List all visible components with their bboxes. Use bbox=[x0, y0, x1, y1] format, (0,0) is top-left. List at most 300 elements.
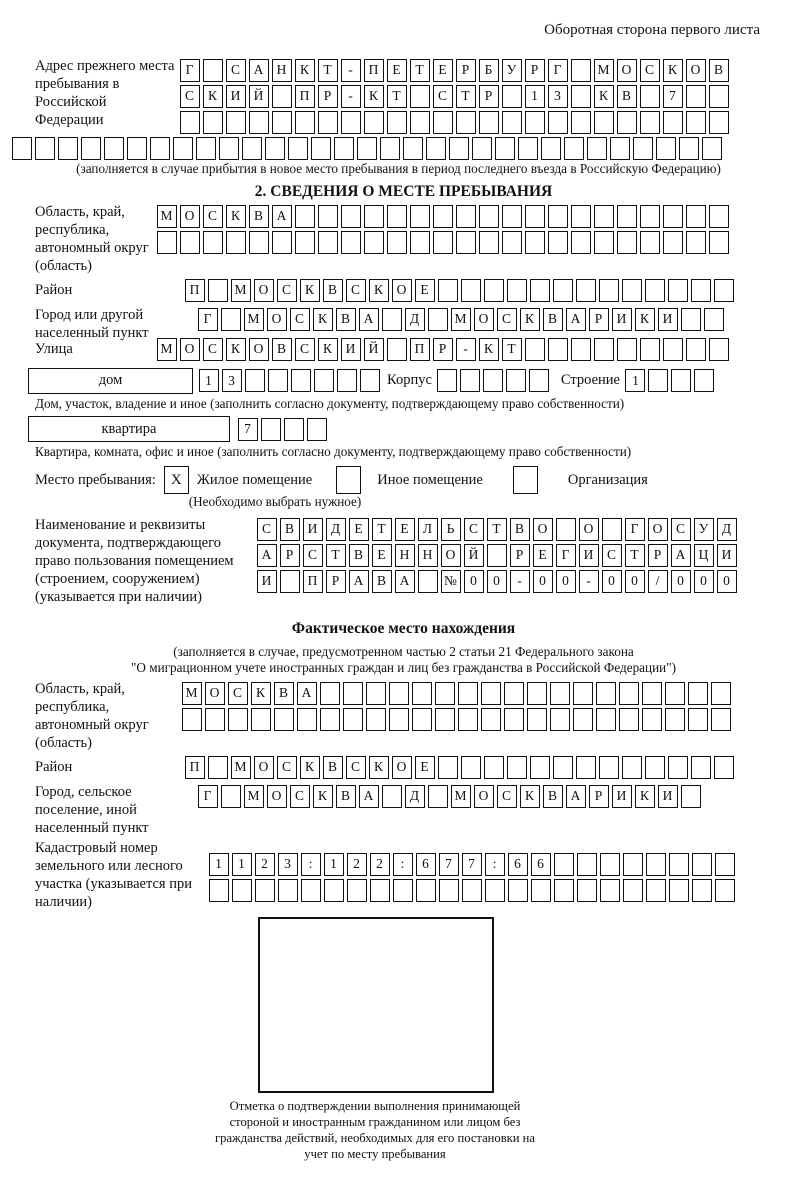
form-cell[interactable] bbox=[203, 59, 223, 82]
form-cell[interactable] bbox=[484, 279, 504, 302]
form-cell[interactable] bbox=[679, 137, 699, 160]
form-cell[interactable] bbox=[571, 338, 591, 361]
form-cell[interactable] bbox=[81, 137, 101, 160]
form-cell[interactable]: Т bbox=[318, 59, 338, 82]
form-cell[interactable] bbox=[343, 708, 363, 731]
form-cell[interactable] bbox=[548, 205, 568, 228]
form-cell[interactable]: Й bbox=[464, 544, 484, 567]
form-cell[interactable] bbox=[366, 682, 386, 705]
form-cell[interactable] bbox=[209, 879, 229, 902]
form-cell[interactable] bbox=[642, 708, 662, 731]
form-cell[interactable] bbox=[529, 369, 549, 392]
form-cell[interactable] bbox=[295, 205, 315, 228]
form-cell[interactable] bbox=[458, 708, 478, 731]
form-cell[interactable] bbox=[576, 279, 596, 302]
form-cell[interactable]: О bbox=[180, 205, 200, 228]
form-cell[interactable] bbox=[173, 137, 193, 160]
form-cell[interactable]: И bbox=[612, 785, 632, 808]
form-cell[interactable] bbox=[530, 279, 550, 302]
form-cell[interactable] bbox=[646, 879, 666, 902]
form-cell[interactable] bbox=[410, 231, 430, 254]
form-cell[interactable]: Е bbox=[395, 518, 415, 541]
form-cell[interactable] bbox=[334, 137, 354, 160]
form-cell[interactable]: И bbox=[303, 518, 323, 541]
form-cell[interactable]: И bbox=[341, 338, 361, 361]
form-cell[interactable] bbox=[320, 708, 340, 731]
form-cell[interactable]: К bbox=[520, 308, 540, 331]
form-cell[interactable] bbox=[709, 111, 729, 134]
form-cell[interactable] bbox=[481, 682, 501, 705]
form-cell[interactable] bbox=[507, 756, 527, 779]
form-cell[interactable] bbox=[619, 682, 639, 705]
form-cell[interactable]: М bbox=[451, 308, 471, 331]
form-cell[interactable] bbox=[681, 308, 701, 331]
form-cell[interactable]: И bbox=[658, 308, 678, 331]
form-cell[interactable]: 0 bbox=[694, 570, 714, 593]
form-cell[interactable] bbox=[272, 85, 292, 108]
form-cell[interactable]: А bbox=[566, 308, 586, 331]
form-cell[interactable] bbox=[387, 338, 407, 361]
form-cell[interactable]: В bbox=[543, 308, 563, 331]
form-cell[interactable] bbox=[527, 682, 547, 705]
form-cell[interactable] bbox=[518, 137, 538, 160]
form-cell[interactable]: Д bbox=[717, 518, 737, 541]
form-cell[interactable]: С bbox=[303, 544, 323, 567]
form-cell[interactable] bbox=[556, 518, 576, 541]
form-cell[interactable] bbox=[12, 137, 32, 160]
form-cell[interactable] bbox=[668, 756, 688, 779]
form-cell[interactable] bbox=[502, 111, 522, 134]
form-cell[interactable]: - bbox=[456, 338, 476, 361]
form-cell[interactable]: А bbox=[395, 570, 415, 593]
form-cell[interactable] bbox=[553, 756, 573, 779]
form-cell[interactable]: С bbox=[226, 59, 246, 82]
form-cell[interactable] bbox=[686, 85, 706, 108]
form-cell[interactable]: С bbox=[295, 338, 315, 361]
form-cell[interactable] bbox=[324, 879, 344, 902]
form-cell[interactable]: К bbox=[479, 338, 499, 361]
form-cell[interactable] bbox=[418, 570, 438, 593]
form-cell[interactable]: Г bbox=[180, 59, 200, 82]
form-cell[interactable] bbox=[472, 137, 492, 160]
form-cell[interactable] bbox=[642, 682, 662, 705]
form-cell[interactable]: Р bbox=[525, 59, 545, 82]
form-cell[interactable] bbox=[288, 137, 308, 160]
form-cell[interactable]: Р bbox=[318, 85, 338, 108]
form-cell[interactable]: Т bbox=[625, 544, 645, 567]
form-cell[interactable] bbox=[622, 756, 642, 779]
form-cell[interactable] bbox=[412, 708, 432, 731]
form-cell[interactable] bbox=[617, 111, 637, 134]
form-cell[interactable] bbox=[576, 756, 596, 779]
form-cell[interactable]: О bbox=[441, 544, 461, 567]
form-cell[interactable]: С bbox=[346, 279, 366, 302]
form-cell[interactable]: В bbox=[323, 279, 343, 302]
form-cell[interactable] bbox=[554, 853, 574, 876]
form-cell[interactable] bbox=[274, 708, 294, 731]
form-cell[interactable]: О bbox=[474, 308, 494, 331]
form-cell[interactable]: Е bbox=[415, 756, 435, 779]
form-cell[interactable]: - bbox=[341, 85, 361, 108]
form-cell[interactable] bbox=[692, 853, 712, 876]
form-cell[interactable]: 3 bbox=[548, 85, 568, 108]
form-cell[interactable] bbox=[180, 231, 200, 254]
form-cell[interactable]: М bbox=[157, 338, 177, 361]
form-cell[interactable] bbox=[261, 418, 281, 441]
form-cell[interactable]: У bbox=[694, 518, 714, 541]
form-cell[interactable]: 3 bbox=[222, 369, 242, 392]
form-cell[interactable]: 0 bbox=[556, 570, 576, 593]
form-cell[interactable] bbox=[599, 279, 619, 302]
form-cell[interactable]: 7 bbox=[439, 853, 459, 876]
form-cell[interactable]: 0 bbox=[717, 570, 737, 593]
form-cell[interactable]: Т bbox=[456, 85, 476, 108]
form-cell[interactable] bbox=[600, 879, 620, 902]
form-cell[interactable] bbox=[665, 682, 685, 705]
form-cell[interactable]: Е bbox=[533, 544, 553, 567]
form-cell[interactable] bbox=[669, 853, 689, 876]
form-cell[interactable] bbox=[502, 231, 522, 254]
form-cell[interactable] bbox=[393, 879, 413, 902]
form-cell[interactable]: Р bbox=[456, 59, 476, 82]
form-cell[interactable] bbox=[646, 853, 666, 876]
form-cell[interactable]: О bbox=[254, 279, 274, 302]
form-cell[interactable]: К bbox=[635, 785, 655, 808]
house-type-box[interactable]: дом bbox=[28, 368, 193, 394]
form-cell[interactable]: О bbox=[686, 59, 706, 82]
form-cell[interactable] bbox=[456, 111, 476, 134]
form-cell[interactable] bbox=[389, 682, 409, 705]
form-cell[interactable]: К bbox=[300, 279, 320, 302]
form-cell[interactable] bbox=[433, 111, 453, 134]
form-cell[interactable] bbox=[410, 85, 430, 108]
form-cell[interactable] bbox=[571, 111, 591, 134]
form-cell[interactable] bbox=[438, 279, 458, 302]
form-cell[interactable] bbox=[284, 418, 304, 441]
form-cell[interactable]: Ь bbox=[441, 518, 461, 541]
form-cell[interactable] bbox=[709, 338, 729, 361]
form-cell[interactable]: Д bbox=[405, 308, 425, 331]
form-cell[interactable] bbox=[688, 682, 708, 705]
form-cell[interactable]: И bbox=[658, 785, 678, 808]
form-cell[interactable]: К bbox=[313, 308, 333, 331]
form-cell[interactable] bbox=[182, 708, 202, 731]
form-cell[interactable] bbox=[573, 708, 593, 731]
form-cell[interactable] bbox=[389, 708, 409, 731]
form-cell[interactable] bbox=[640, 338, 660, 361]
form-cell[interactable]: 0 bbox=[464, 570, 484, 593]
form-cell[interactable] bbox=[573, 682, 593, 705]
form-cell[interactable] bbox=[357, 137, 377, 160]
form-cell[interactable] bbox=[245, 369, 265, 392]
form-cell[interactable] bbox=[426, 137, 446, 160]
form-cell[interactable] bbox=[428, 785, 448, 808]
form-cell[interactable] bbox=[291, 369, 311, 392]
form-cell[interactable] bbox=[596, 708, 616, 731]
form-cell[interactable] bbox=[278, 879, 298, 902]
form-cell[interactable] bbox=[571, 85, 591, 108]
form-cell[interactable] bbox=[686, 205, 706, 228]
form-cell[interactable]: Т bbox=[372, 518, 392, 541]
form-cell[interactable] bbox=[507, 279, 527, 302]
form-cell[interactable] bbox=[301, 879, 321, 902]
form-cell[interactable]: С bbox=[180, 85, 200, 108]
form-cell[interactable] bbox=[577, 879, 597, 902]
form-cell[interactable] bbox=[619, 708, 639, 731]
form-cell[interactable] bbox=[219, 137, 239, 160]
form-cell[interactable]: Р bbox=[589, 308, 609, 331]
form-cell[interactable] bbox=[180, 111, 200, 134]
form-cell[interactable]: Д bbox=[405, 785, 425, 808]
form-cell[interactable] bbox=[461, 756, 481, 779]
form-cell[interactable] bbox=[320, 682, 340, 705]
form-cell[interactable]: М bbox=[451, 785, 471, 808]
form-cell[interactable] bbox=[640, 231, 660, 254]
form-cell[interactable] bbox=[456, 205, 476, 228]
form-cell[interactable] bbox=[461, 279, 481, 302]
form-cell[interactable]: Г bbox=[198, 308, 218, 331]
form-cell[interactable]: Ц bbox=[694, 544, 714, 567]
form-cell[interactable]: Г bbox=[625, 518, 645, 541]
form-cell[interactable]: И bbox=[226, 85, 246, 108]
form-cell[interactable] bbox=[663, 205, 683, 228]
form-cell[interactable] bbox=[714, 279, 734, 302]
form-cell[interactable] bbox=[487, 544, 507, 567]
form-cell[interactable] bbox=[127, 137, 147, 160]
form-cell[interactable]: 7 bbox=[663, 85, 683, 108]
form-cell[interactable] bbox=[577, 853, 597, 876]
form-cell[interactable]: О bbox=[617, 59, 637, 82]
form-cell[interactable]: О bbox=[648, 518, 668, 541]
form-cell[interactable] bbox=[622, 279, 642, 302]
form-cell[interactable]: О bbox=[579, 518, 599, 541]
form-cell[interactable]: В bbox=[543, 785, 563, 808]
form-cell[interactable]: Н bbox=[418, 544, 438, 567]
form-cell[interactable] bbox=[366, 708, 386, 731]
form-cell[interactable]: А bbox=[359, 785, 379, 808]
form-cell[interactable] bbox=[483, 369, 503, 392]
form-cell[interactable]: И bbox=[579, 544, 599, 567]
form-cell[interactable]: 0 bbox=[533, 570, 553, 593]
form-cell[interactable]: И bbox=[257, 570, 277, 593]
form-cell[interactable] bbox=[208, 756, 228, 779]
form-cell[interactable]: В bbox=[323, 756, 343, 779]
form-cell[interactable]: Е bbox=[372, 544, 392, 567]
form-cell[interactable] bbox=[104, 137, 124, 160]
form-cell[interactable]: П bbox=[295, 85, 315, 108]
form-cell[interactable] bbox=[437, 369, 457, 392]
form-cell[interactable]: 7 bbox=[462, 853, 482, 876]
form-cell[interactable]: М bbox=[231, 756, 251, 779]
form-cell[interactable]: М bbox=[231, 279, 251, 302]
form-cell[interactable] bbox=[484, 756, 504, 779]
form-cell[interactable]: 2 bbox=[255, 853, 275, 876]
form-cell[interactable] bbox=[221, 785, 241, 808]
form-cell[interactable]: Т bbox=[387, 85, 407, 108]
form-cell[interactable] bbox=[645, 279, 665, 302]
form-cell[interactable]: О bbox=[254, 756, 274, 779]
form-cell[interactable] bbox=[272, 231, 292, 254]
form-cell[interactable]: П bbox=[303, 570, 323, 593]
form-cell[interactable]: Е bbox=[433, 59, 453, 82]
form-cell[interactable]: / bbox=[648, 570, 668, 593]
form-cell[interactable]: В bbox=[249, 205, 269, 228]
form-cell[interactable] bbox=[548, 338, 568, 361]
form-cell[interactable] bbox=[439, 879, 459, 902]
form-cell[interactable]: 2 bbox=[347, 853, 367, 876]
form-cell[interactable] bbox=[387, 205, 407, 228]
form-cell[interactable] bbox=[663, 231, 683, 254]
form-cell[interactable] bbox=[387, 231, 407, 254]
form-cell[interactable] bbox=[449, 137, 469, 160]
form-cell[interactable]: С bbox=[290, 785, 310, 808]
form-cell[interactable] bbox=[337, 369, 357, 392]
form-cell[interactable]: С bbox=[497, 308, 517, 331]
form-cell[interactable] bbox=[268, 369, 288, 392]
form-cell[interactable]: Н bbox=[272, 59, 292, 82]
form-cell[interactable] bbox=[711, 708, 731, 731]
form-cell[interactable] bbox=[265, 137, 285, 160]
form-cell[interactable]: : bbox=[301, 853, 321, 876]
form-cell[interactable] bbox=[318, 205, 338, 228]
form-cell[interactable]: А bbox=[349, 570, 369, 593]
form-cell[interactable]: Р bbox=[433, 338, 453, 361]
form-cell[interactable]: О bbox=[392, 756, 412, 779]
form-cell[interactable]: П bbox=[185, 756, 205, 779]
form-cell[interactable]: О bbox=[205, 682, 225, 705]
form-cell[interactable] bbox=[58, 137, 78, 160]
form-cell[interactable] bbox=[438, 756, 458, 779]
form-cell[interactable]: 6 bbox=[531, 853, 551, 876]
form-cell[interactable]: Л bbox=[418, 518, 438, 541]
form-cell[interactable]: В bbox=[709, 59, 729, 82]
form-cell[interactable]: С bbox=[277, 756, 297, 779]
form-cell[interactable]: 2 bbox=[370, 853, 390, 876]
form-cell[interactable] bbox=[527, 708, 547, 731]
form-cell[interactable] bbox=[686, 111, 706, 134]
form-cell[interactable] bbox=[610, 137, 630, 160]
form-cell[interactable] bbox=[617, 338, 637, 361]
form-cell[interactable] bbox=[715, 853, 735, 876]
form-cell[interactable]: Р bbox=[510, 544, 530, 567]
form-cell[interactable]: Р bbox=[280, 544, 300, 567]
form-cell[interactable] bbox=[387, 111, 407, 134]
form-cell[interactable]: С bbox=[602, 544, 622, 567]
form-cell[interactable]: 7 bbox=[238, 418, 258, 441]
form-cell[interactable]: К bbox=[369, 756, 389, 779]
form-cell[interactable] bbox=[196, 137, 216, 160]
form-cell[interactable] bbox=[255, 879, 275, 902]
form-cell[interactable]: В bbox=[617, 85, 637, 108]
form-cell[interactable] bbox=[208, 279, 228, 302]
form-cell[interactable] bbox=[681, 785, 701, 808]
form-cell[interactable]: В bbox=[280, 518, 300, 541]
form-cell[interactable] bbox=[150, 137, 170, 160]
form-cell[interactable] bbox=[203, 231, 223, 254]
form-cell[interactable]: А bbox=[297, 682, 317, 705]
form-cell[interactable] bbox=[571, 231, 591, 254]
form-cell[interactable] bbox=[525, 111, 545, 134]
form-cell[interactable] bbox=[508, 879, 528, 902]
form-cell[interactable]: А bbox=[257, 544, 277, 567]
form-cell[interactable] bbox=[297, 708, 317, 731]
form-cell[interactable]: О bbox=[474, 785, 494, 808]
form-cell[interactable] bbox=[458, 682, 478, 705]
form-cell[interactable] bbox=[479, 111, 499, 134]
form-cell[interactable]: С bbox=[203, 205, 223, 228]
form-cell[interactable] bbox=[502, 205, 522, 228]
form-cell[interactable]: 1 bbox=[209, 853, 229, 876]
form-cell[interactable]: С bbox=[433, 85, 453, 108]
form-cell[interactable]: П bbox=[410, 338, 430, 361]
form-cell[interactable]: С bbox=[257, 518, 277, 541]
form-cell[interactable] bbox=[587, 137, 607, 160]
form-cell[interactable] bbox=[694, 369, 714, 392]
form-cell[interactable] bbox=[648, 369, 668, 392]
form-cell[interactable]: 0 bbox=[671, 570, 691, 593]
form-cell[interactable]: А bbox=[359, 308, 379, 331]
form-cell[interactable] bbox=[709, 205, 729, 228]
form-cell[interactable]: Й bbox=[249, 85, 269, 108]
form-cell[interactable] bbox=[364, 231, 384, 254]
form-cell[interactable]: К bbox=[635, 308, 655, 331]
form-cell[interactable]: М bbox=[244, 308, 264, 331]
form-cell[interactable]: Т bbox=[326, 544, 346, 567]
form-cell[interactable] bbox=[596, 682, 616, 705]
form-cell[interactable]: Е bbox=[387, 59, 407, 82]
form-cell[interactable] bbox=[314, 369, 334, 392]
form-cell[interactable]: А bbox=[272, 205, 292, 228]
form-cell[interactable] bbox=[506, 369, 526, 392]
form-cell[interactable] bbox=[571, 205, 591, 228]
form-cell[interactable]: - bbox=[510, 570, 530, 593]
form-cell[interactable]: О bbox=[180, 338, 200, 361]
form-cell[interactable] bbox=[435, 708, 455, 731]
form-cell[interactable] bbox=[380, 137, 400, 160]
form-cell[interactable]: Н bbox=[395, 544, 415, 567]
form-cell[interactable]: 3 bbox=[278, 853, 298, 876]
form-cell[interactable] bbox=[341, 111, 361, 134]
form-cell[interactable]: М bbox=[244, 785, 264, 808]
form-cell[interactable]: К bbox=[594, 85, 614, 108]
form-cell[interactable] bbox=[623, 853, 643, 876]
form-cell[interactable]: О bbox=[392, 279, 412, 302]
form-cell[interactable]: 0 bbox=[625, 570, 645, 593]
form-cell[interactable] bbox=[433, 205, 453, 228]
form-cell[interactable] bbox=[656, 137, 676, 160]
form-cell[interactable]: № bbox=[441, 570, 461, 593]
form-cell[interactable]: 0 bbox=[487, 570, 507, 593]
form-cell[interactable]: К bbox=[313, 785, 333, 808]
form-cell[interactable]: 6 bbox=[508, 853, 528, 876]
form-cell[interactable]: В bbox=[336, 785, 356, 808]
form-cell[interactable] bbox=[343, 682, 363, 705]
form-cell[interactable]: С bbox=[464, 518, 484, 541]
form-cell[interactable] bbox=[347, 879, 367, 902]
form-cell[interactable] bbox=[525, 231, 545, 254]
form-cell[interactable] bbox=[403, 137, 423, 160]
form-cell[interactable] bbox=[412, 682, 432, 705]
form-cell[interactable]: С bbox=[497, 785, 517, 808]
form-cell[interactable] bbox=[416, 879, 436, 902]
form-cell[interactable] bbox=[495, 137, 515, 160]
form-cell[interactable] bbox=[709, 85, 729, 108]
form-cell[interactable] bbox=[553, 279, 573, 302]
form-cell[interactable] bbox=[157, 231, 177, 254]
form-cell[interactable]: А bbox=[249, 59, 269, 82]
confirmation-stamp-box[interactable] bbox=[258, 917, 494, 1093]
form-cell[interactable] bbox=[548, 231, 568, 254]
